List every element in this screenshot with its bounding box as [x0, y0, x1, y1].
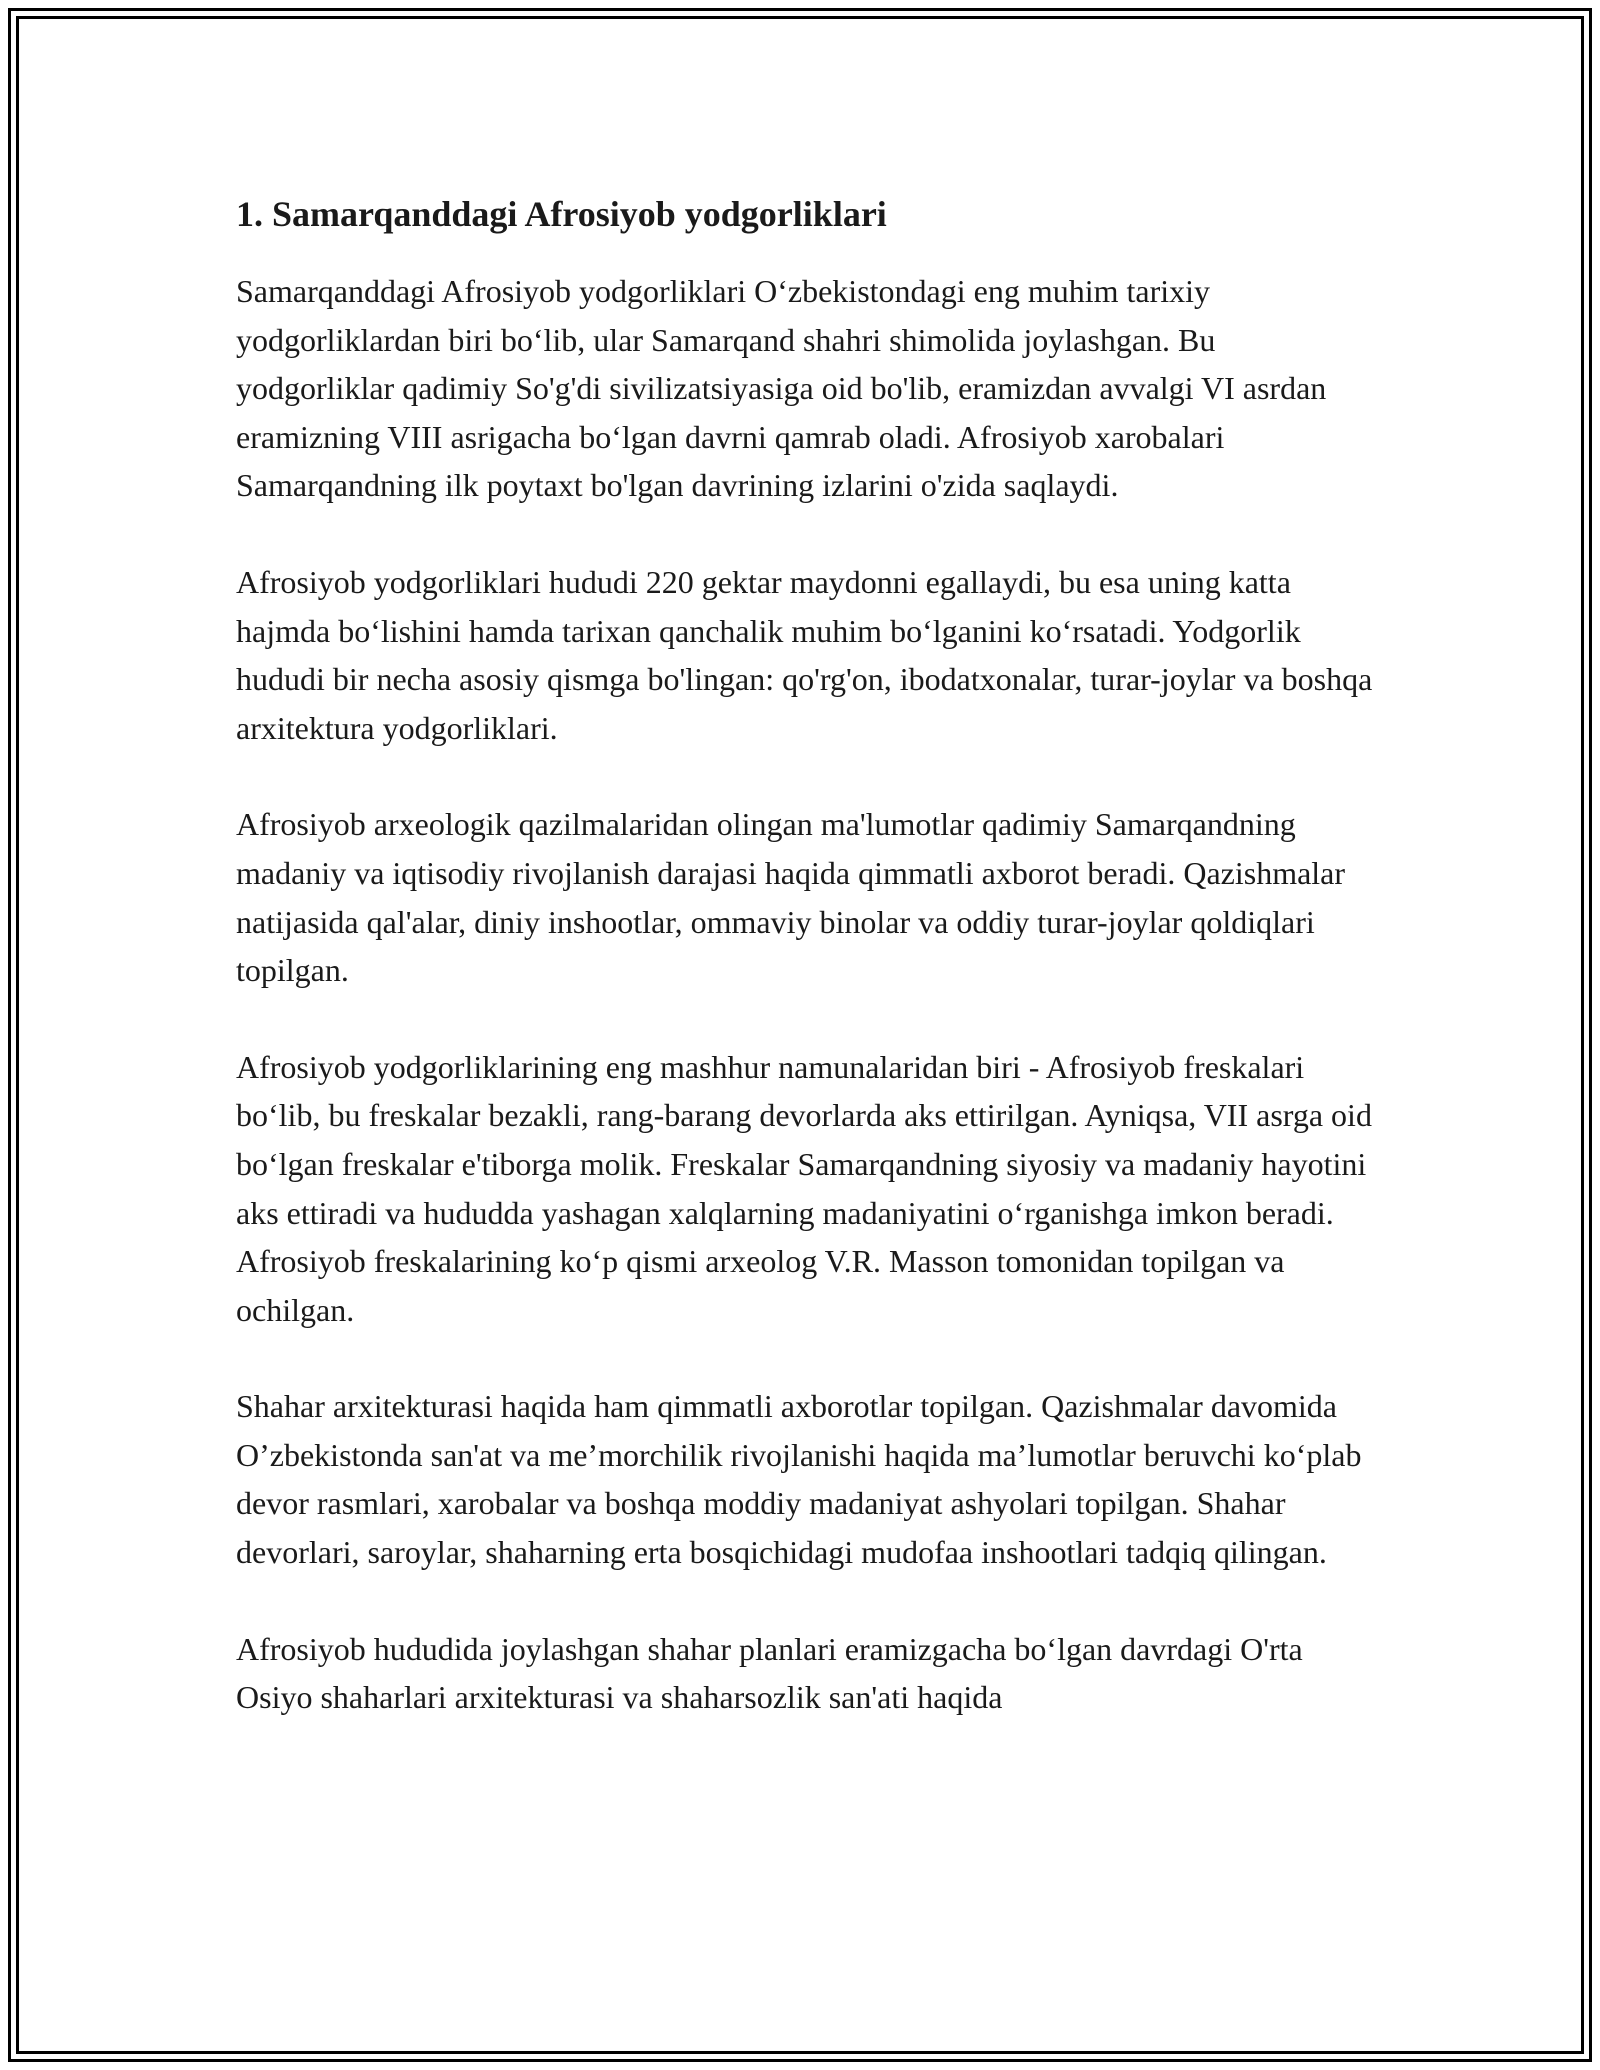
paragraph-6: Afrosiyob hududida joylashgan shahar planlari eramizgacha bo‘lgan davrdagi O'rta Osiyo shaharlari arxitekturasi va shaharsozlik san'ati haqida — [236, 1630, 1303, 1716]
section-heading: 1. Samarqanddagi Afrosiyob yodgorliklari — [236, 194, 887, 234]
paragraph-5: Shahar arxitekturasi haqida ham qimmatli axborotlar topilgan. Qazishmalar davomida O’zbekistonda san'at va me’morchilik rivojlanishi haqida ma’lumotlar beruvchi ko‘plab devor rasmlari, xarobalar va boshqa moddiy madaniyat ashyolari topilgan. Shahar devorlari, saroylar, shaharning erta bosqichidagi mudofaa inshootlari tadqiq qilingan. — [236, 1388, 1362, 1571]
paragraph-3: Afrosiyob arxeologik qazilmalaridan olingan ma'lumotlar qadimiy Samarqandning madaniy va iqtisodiy rivojlanish darajasi haqida qimmatli axborot beradi. Qazishmalar natijasida qal'alar, diniy inshootlar, ommaviy binolar va oddiy turar-joylar qoldiqlari topilgan. — [236, 806, 1346, 989]
paragraph-1: Samarqanddagi Afrosiyob yodgorliklari O‘zbekistondagi eng muhim tarixiy yodgorliklardan biri bo‘lib, ular Samarqand shahri shimolida joylashgan. Bu yodgorliklar qadimiy So'g'di sivilizatsiyasiga oid bo'lib, eramizdan avvalgi VI asrdan eramizning VIII asrigacha bo‘lgan davrni qamrab oladi. Afrosiyob xarobalari Samarqandning ilk poytaxt bo'lgan davrining izlarini o'zida saqlaydi. — [236, 273, 1327, 504]
paragraph-2: Afrosiyob yodgorliklari hududi 220 gektar maydonni egallaydi, bu esa uning katta hajmda bo‘lishini hamda tarixan qanchalik muhim bo‘lganini ko‘rsatadi. Yodgorlik hududi bir necha asosiy qismga bo'lingan: qo'rg'on, ibodatxonalar, turar-joylar va boshqa arxitektura yodgorliklari. — [236, 563, 1373, 746]
paragraph-4: Afrosiyob yodgorliklarining eng mashhur namunalaridan biri - Afrosiyob freskalari bo‘lib, bu freskalar bezakli, rang-barang devorlarda aks ettirilgan. Ayniqsa, VII asrga oid bo‘lgan freskalar e'tiborga molik. Freskalar Samarqandning siyosiy va madaniy hayotini aks ettiradi va hududda yashagan xalqlarning madaniyatini o‘rganishga imkon beradi. Afrosiyob freskalarining ko‘p qismi arxeolog V.R. Masson tomonidan topilgan va ochilgan. — [236, 1048, 1372, 1328]
document-body — [236, 185, 1376, 1722]
